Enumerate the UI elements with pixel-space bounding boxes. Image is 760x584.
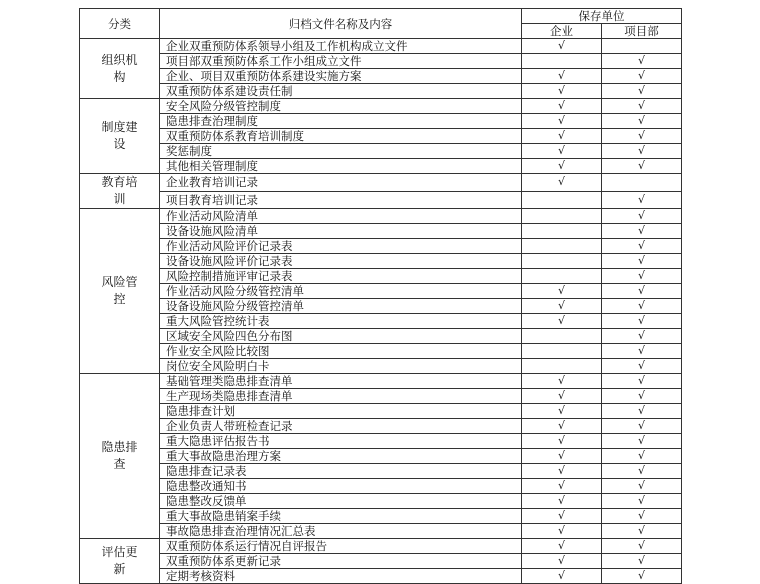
document-name-cell: 奖惩制度 [160, 144, 522, 159]
table-row [80, 524, 682, 539]
document-name-cell: 基础管理类隐患排查清单 [160, 374, 522, 389]
table-row [80, 159, 682, 174]
document-name-cell: 作业安全风险比较图 [160, 344, 522, 359]
check-mark-icon: √ [637, 449, 645, 462]
project-dept-check-cell [602, 144, 682, 159]
check-mark-icon: √ [637, 479, 645, 492]
header-category: 分类 [80, 9, 160, 39]
enterprise-check-cell [522, 554, 602, 569]
document-name-cell: 企业、项目双重预防体系建设实施方案 [160, 69, 522, 84]
check-mark-icon: √ [637, 69, 645, 82]
check-mark-icon: √ [637, 129, 645, 142]
enterprise-check-cell [522, 54, 602, 69]
category-cell: 隐患排查 [80, 374, 160, 539]
project-dept-check-cell [602, 114, 682, 129]
enterprise-check-cell [522, 159, 602, 174]
enterprise-check-cell [522, 434, 602, 449]
document-name-cell: 生产现场类隐患排查清单 [160, 389, 522, 404]
document-name-cell: 隐患排查治理制度 [160, 114, 522, 129]
project-dept-check-cell [602, 494, 682, 509]
check-mark-icon: √ [557, 539, 565, 552]
table-row [80, 569, 682, 584]
enterprise-check-cell [522, 299, 602, 314]
category-cell: 风险管控 [80, 209, 160, 374]
table-row [80, 239, 682, 254]
check-mark-icon: √ [557, 99, 565, 112]
category-cell: 教育培训 [80, 174, 160, 209]
document-name-cell: 安全风险分级管控制度 [160, 99, 522, 114]
project-dept-check-cell [602, 84, 682, 99]
table-row [80, 344, 682, 359]
document-name-cell: 隐患排查记录表 [160, 464, 522, 479]
enterprise-check-cell [522, 209, 602, 224]
table-row [80, 84, 682, 99]
table-row [80, 539, 682, 554]
header-enterprise: 企业 [522, 24, 602, 39]
check-mark-icon: √ [637, 374, 645, 387]
check-mark-icon: √ [557, 524, 565, 537]
document-name-cell: 作业活动风险清单 [160, 209, 522, 224]
table-row [80, 299, 682, 314]
check-mark-icon: √ [637, 329, 645, 342]
check-mark-icon: √ [637, 284, 645, 297]
table-row [80, 434, 682, 449]
project-dept-check-cell [602, 539, 682, 554]
project-dept-check-cell [602, 554, 682, 569]
enterprise-check-cell [522, 569, 602, 584]
document-name-cell: 作业活动风险评价记录表 [160, 239, 522, 254]
project-dept-check-cell [602, 314, 682, 329]
enterprise-check-cell [522, 389, 602, 404]
enterprise-check-cell [522, 509, 602, 524]
table-row [80, 224, 682, 239]
table-row [80, 374, 682, 389]
table-row [80, 449, 682, 464]
check-mark-icon: √ [637, 434, 645, 447]
header-documents: 归档文件名称及内容 [160, 9, 522, 39]
document-name-cell: 隐患整改通知书 [160, 479, 522, 494]
enterprise-check-cell [522, 254, 602, 269]
document-name-cell: 双重预防体系运行情况自评报告 [160, 539, 522, 554]
check-mark-icon: √ [637, 99, 645, 112]
table-row [80, 114, 682, 129]
project-dept-check-cell [602, 54, 682, 69]
table-row [80, 254, 682, 269]
enterprise-check-cell [522, 419, 602, 434]
document-name-cell: 重大事故隐患治理方案 [160, 449, 522, 464]
table-row [80, 209, 682, 224]
table-row [80, 359, 682, 374]
table-row [80, 494, 682, 509]
check-mark-icon: √ [557, 434, 565, 447]
table-row [80, 509, 682, 524]
check-mark-icon: √ [637, 404, 645, 417]
project-dept-check-cell [602, 344, 682, 359]
header-storage-unit: 保存单位 [522, 9, 682, 24]
check-mark-icon: √ [637, 144, 645, 157]
enterprise-check-cell [522, 129, 602, 144]
check-mark-icon: √ [557, 129, 565, 142]
project-dept-check-cell [602, 224, 682, 239]
check-mark-icon: √ [637, 524, 645, 537]
document-name-cell: 项目部双重预防体系工作小组成立文件 [160, 54, 522, 69]
check-mark-icon: √ [637, 464, 645, 477]
table-row [80, 314, 682, 329]
project-dept-check-cell [602, 389, 682, 404]
enterprise-check-cell [522, 284, 602, 299]
enterprise-check-cell [522, 174, 602, 192]
enterprise-check-cell [522, 239, 602, 254]
project-dept-check-cell [602, 524, 682, 539]
enterprise-check-cell [522, 314, 602, 329]
document-name-cell: 隐患排查计划 [160, 404, 522, 419]
document-name-cell: 岗位安全风险明白卡 [160, 359, 522, 374]
check-mark-icon: √ [637, 539, 645, 552]
enterprise-check-cell [522, 99, 602, 114]
project-dept-check-cell [602, 569, 682, 584]
project-dept-check-cell [602, 404, 682, 419]
table-row [80, 329, 682, 344]
project-dept-check-cell [602, 254, 682, 269]
enterprise-check-cell [522, 449, 602, 464]
document-name-cell: 设备设施风险清单 [160, 224, 522, 239]
check-mark-icon: √ [637, 269, 645, 282]
document-name-cell: 其他相关管理制度 [160, 159, 522, 174]
table-row [80, 284, 682, 299]
document-name-cell: 区域安全风险四色分布图 [160, 329, 522, 344]
check-mark-icon: √ [637, 569, 645, 582]
enterprise-check-cell [522, 494, 602, 509]
project-dept-check-cell [602, 69, 682, 84]
project-dept-check-cell [602, 299, 682, 314]
document-name-cell: 作业活动风险分级管控清单 [160, 284, 522, 299]
project-dept-check-cell [602, 39, 682, 54]
enterprise-check-cell [522, 359, 602, 374]
check-mark-icon: √ [637, 114, 645, 127]
check-mark-icon: √ [637, 344, 645, 357]
check-mark-icon: √ [637, 359, 645, 372]
category-cell: 制度建设 [80, 99, 160, 174]
enterprise-check-cell [522, 374, 602, 389]
project-dept-check-cell [602, 359, 682, 374]
category-cell: 评估更新 [80, 539, 160, 584]
check-mark-icon: √ [557, 404, 565, 417]
check-mark-icon: √ [557, 114, 565, 127]
check-mark-icon: √ [637, 239, 645, 252]
project-dept-check-cell [602, 159, 682, 174]
project-dept-check-cell [602, 99, 682, 114]
table-row [80, 389, 682, 404]
table-row [80, 144, 682, 159]
check-mark-icon: √ [637, 192, 645, 206]
check-mark-icon: √ [557, 314, 565, 327]
document-name-cell: 重大风险管控统计表 [160, 314, 522, 329]
enterprise-check-cell [522, 464, 602, 479]
table-body [80, 39, 682, 584]
project-dept-check-cell [602, 374, 682, 389]
check-mark-icon: √ [557, 84, 565, 97]
header-project-dept: 项目部 [602, 24, 682, 39]
check-mark-icon: √ [637, 54, 645, 67]
check-mark-icon: √ [557, 509, 565, 522]
table-row [80, 39, 682, 54]
table-row [80, 69, 682, 84]
document-name-cell: 定期考核资料 [160, 569, 522, 584]
check-mark-icon: √ [637, 389, 645, 402]
check-mark-icon: √ [637, 554, 645, 567]
document-name-cell: 企业双重预防体系领导小组及工作机构成立文件 [160, 39, 522, 54]
check-mark-icon: √ [557, 69, 565, 82]
table-row [80, 479, 682, 494]
document-name-cell: 重大隐患评估报告书 [160, 434, 522, 449]
table-row [80, 419, 682, 434]
document-name-cell: 双重预防体系建设责任制 [160, 84, 522, 99]
project-dept-check-cell [602, 284, 682, 299]
check-mark-icon: √ [637, 494, 645, 507]
document-name-cell: 双重预防体系教育培训制度 [160, 129, 522, 144]
project-dept-check-cell [602, 174, 682, 192]
table-row [80, 464, 682, 479]
enterprise-check-cell [522, 404, 602, 419]
table-row [80, 174, 682, 192]
check-mark-icon: √ [637, 419, 645, 432]
check-mark-icon: √ [637, 509, 645, 522]
check-mark-icon: √ [557, 449, 565, 462]
check-mark-icon: √ [557, 419, 565, 432]
check-mark-icon: √ [557, 159, 565, 172]
archive-table [79, 8, 682, 584]
check-mark-icon: √ [637, 314, 645, 327]
check-mark-icon: √ [637, 299, 645, 312]
table-row [80, 554, 682, 569]
document-name-cell: 企业负责人带班检查记录 [160, 419, 522, 434]
check-mark-icon: √ [557, 464, 565, 477]
table-row [80, 99, 682, 114]
check-mark-icon: √ [637, 159, 645, 172]
check-mark-icon: √ [557, 479, 565, 492]
project-dept-check-cell [602, 449, 682, 464]
check-mark-icon: √ [557, 569, 565, 582]
project-dept-check-cell [602, 419, 682, 434]
check-mark-icon: √ [557, 175, 565, 189]
check-mark-icon: √ [637, 209, 645, 222]
check-mark-icon: √ [557, 299, 565, 312]
check-mark-icon: √ [637, 254, 645, 267]
project-dept-check-cell [602, 269, 682, 284]
check-mark-icon: √ [637, 84, 645, 97]
document-name-cell: 双重预防体系更新记录 [160, 554, 522, 569]
document-name-cell: 企业教育培训记录 [160, 174, 522, 192]
document-name-cell: 设备设施风险分级管控清单 [160, 299, 522, 314]
project-dept-check-cell [602, 464, 682, 479]
check-mark-icon: √ [557, 144, 565, 157]
table-row [80, 191, 682, 209]
enterprise-check-cell [522, 524, 602, 539]
project-dept-check-cell [602, 509, 682, 524]
enterprise-check-cell [522, 224, 602, 239]
document-name-cell: 隐患整改反馈单 [160, 494, 522, 509]
enterprise-check-cell [522, 84, 602, 99]
check-mark-icon: √ [557, 39, 565, 52]
project-dept-check-cell [602, 329, 682, 344]
project-dept-check-cell [602, 191, 682, 209]
table-row [80, 269, 682, 284]
project-dept-check-cell [602, 434, 682, 449]
enterprise-check-cell [522, 39, 602, 54]
project-dept-check-cell [602, 239, 682, 254]
enterprise-check-cell [522, 344, 602, 359]
project-dept-check-cell [602, 129, 682, 144]
enterprise-check-cell [522, 191, 602, 209]
check-mark-icon: √ [557, 554, 565, 567]
category-cell: 组织机构 [80, 39, 160, 99]
document-name-cell: 重大事故隐患销案手续 [160, 509, 522, 524]
enterprise-check-cell [522, 479, 602, 494]
enterprise-check-cell [522, 269, 602, 284]
enterprise-check-cell [522, 144, 602, 159]
table-row [80, 129, 682, 144]
enterprise-check-cell [522, 114, 602, 129]
document-name-cell: 风险控制措施评审记录表 [160, 269, 522, 284]
document-name-cell: 设备设施风险评价记录表 [160, 254, 522, 269]
enterprise-check-cell [522, 69, 602, 84]
check-mark-icon: √ [557, 389, 565, 402]
enterprise-check-cell [522, 539, 602, 554]
project-dept-check-cell [602, 209, 682, 224]
check-mark-icon: √ [557, 494, 565, 507]
check-mark-icon: √ [557, 284, 565, 297]
document-name-cell: 项目教育培训记录 [160, 191, 522, 209]
check-mark-icon: √ [637, 224, 645, 237]
table-row [80, 404, 682, 419]
enterprise-check-cell [522, 329, 602, 344]
project-dept-check-cell [602, 479, 682, 494]
table-row [80, 54, 682, 69]
document-name-cell: 事故隐患排查治理情况汇总表 [160, 524, 522, 539]
check-mark-icon: √ [557, 374, 565, 387]
